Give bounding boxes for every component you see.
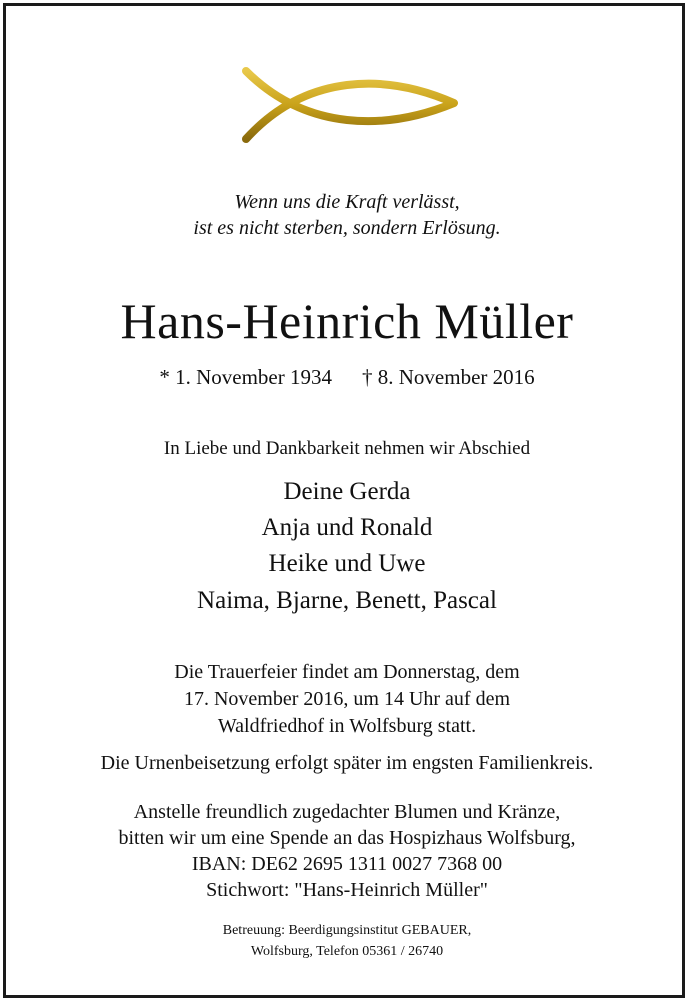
- death-date: † 8. November 2016: [362, 365, 535, 389]
- burial-notice: Die Urnenbeisetzung erfolgt später im engsten Familienkreis.: [100, 752, 594, 774]
- motto-line-1: Wenn uns die Kraft verlässt,: [234, 191, 460, 213]
- donation-line: bitten wir um eine Spende an das Hospizhaus Wolfsburg,: [118, 827, 576, 849]
- ceremony-line: Waldfriedhof in Wolfsburg statt.: [217, 715, 477, 737]
- ceremony-line: 17. November 2016, um 14 Uhr auf dem: [183, 688, 511, 710]
- mourner-line: Heike und Uwe: [268, 550, 426, 577]
- donation-iban: IBAN: DE62 2695 1311 0027 7368 00: [191, 853, 503, 875]
- deceased-name: Hans-Heinrich Müller: [120, 293, 574, 349]
- farewell-intro: In Liebe und Dankbarkeit nehmen wir Abschied: [163, 438, 531, 459]
- life-dates: [6, 364, 688, 390]
- obituary-notice: [3, 3, 685, 998]
- donation-keyword: Stichwort: "Hans-Heinrich Müller": [206, 879, 488, 901]
- birth-date: * 1. November 1934: [159, 365, 332, 389]
- donation-line: Anstelle freundlich zugedachter Blumen und Kränze,: [133, 801, 561, 823]
- undertaker-line: Betreuung: Beerdigungsinstitut GEBAUER,: [222, 923, 472, 938]
- motto-line-2: ist es nicht sterben, sondern Erlösung.: [193, 217, 501, 239]
- mourner-line: Deine Gerda: [283, 478, 411, 505]
- ceremony-line: Die Trauerfeier findet am Donnerstag, dem: [174, 661, 520, 683]
- mourner-line: Anja und Ronald: [261, 514, 433, 541]
- ichthys-fish-icon: [236, 61, 461, 151]
- mourner-line: Naima, Bjarne, Benett, Pascal: [197, 587, 497, 614]
- undertaker-line: Wolfsburg, Telefon 05361 / 26740: [250, 944, 444, 959]
